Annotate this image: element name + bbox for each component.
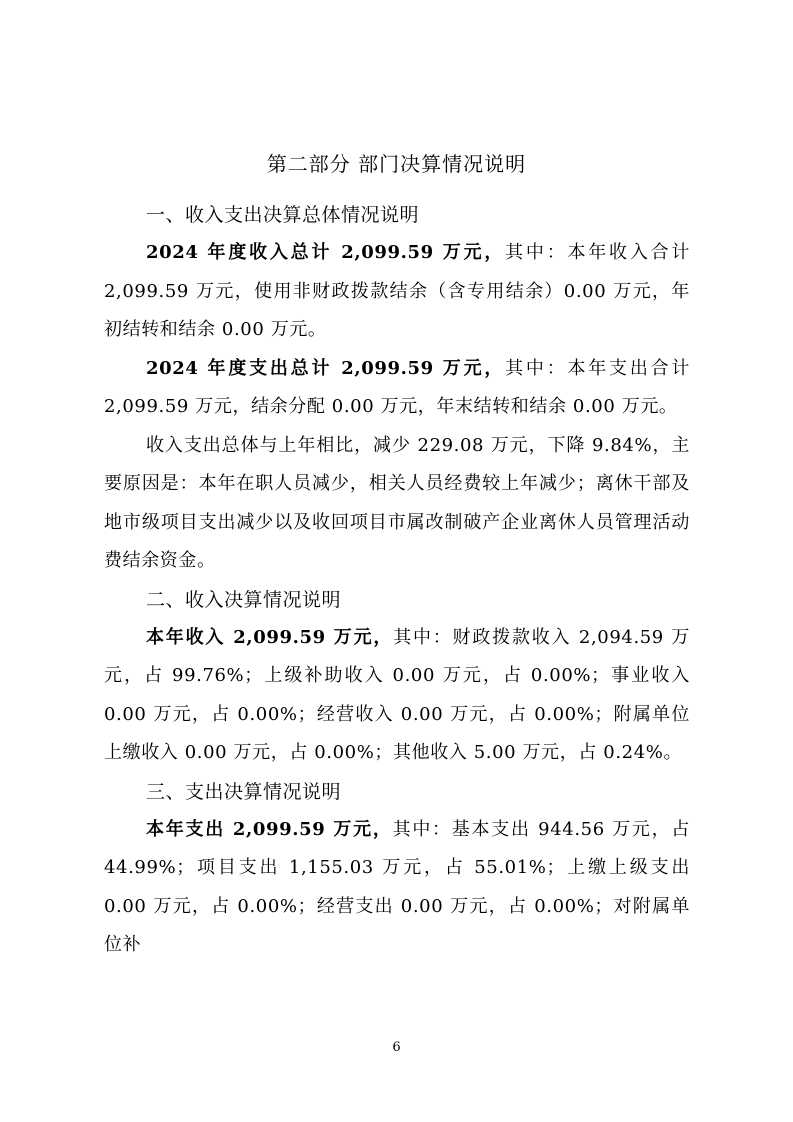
document-body	[104, 196, 690, 965]
paragraph-lead: 2024 年度收入总计 2,099.59 万元，	[146, 242, 506, 263]
paragraph-text: 其中：本年支出合计 2,099.59 万元，结余分配 0.00 万元，年末结转和结余 0.00 万元。	[104, 357, 690, 417]
paragraph-expense-total	[104, 350, 690, 427]
paragraph-text: 其中：基本支出 944.56 万元，占 44.99%；项目支出 1,155.03 万元，占 55.01%；上缴上级支出 0.00 万元，占 0.00%；经营支出 0.00 万元，占 0.00%；对附属单位补	[104, 818, 690, 955]
paragraph-text: 其中：财政拨款收入 2,094.59 万元，占 99.76%；上级补助收入 0.00 万元，占 0.00%；事业收入 0.00 万元，占 0.00%；经营收入 0.00 万元，占 0.00%；附属单位上缴收入 0.00 万元，占 0.00%；其他收入 5.00 万元，占 0.24%。	[104, 626, 690, 763]
paragraph-expense-detail	[104, 811, 690, 965]
paragraph-lead: 本年支出 2,099.59 万元，	[146, 818, 393, 840]
section-heading-2: 二、收入决算情况说明	[146, 588, 342, 611]
paragraph-income-detail	[104, 619, 690, 773]
section-heading-1: 一、收入支出决算总体情况说明	[146, 204, 420, 226]
paragraph-lead: 2024 年度支出总计 2,099.59 万元，	[146, 357, 506, 379]
page-title: 第二部分 部门决算情况说明	[266, 152, 527, 176]
page-number: 6	[392, 1040, 401, 1055]
section-heading-3: 三、支出决算情况说明	[146, 780, 342, 803]
paragraph-income-total	[104, 234, 690, 350]
paragraph-lead: 本年收入 2,099.59 万元，	[146, 626, 394, 648]
paragraph-text: 其中：本年收入合计 2,099.59 万元，使用非财政拨款结余（含专用结余）0.00 万元，年初结转和结余 0.00 万元。	[104, 242, 690, 340]
paragraph-comparison: 收入支出总体与上年相比，减少 229.08 万元，下降 9.84%，主要原因是：本年在职人员减少，相关人员经费较上年减少；离休干部及地市级项目支出减少以及收回项目市属改制破产企业离休人员管理活动费结余资金。	[104, 434, 690, 571]
